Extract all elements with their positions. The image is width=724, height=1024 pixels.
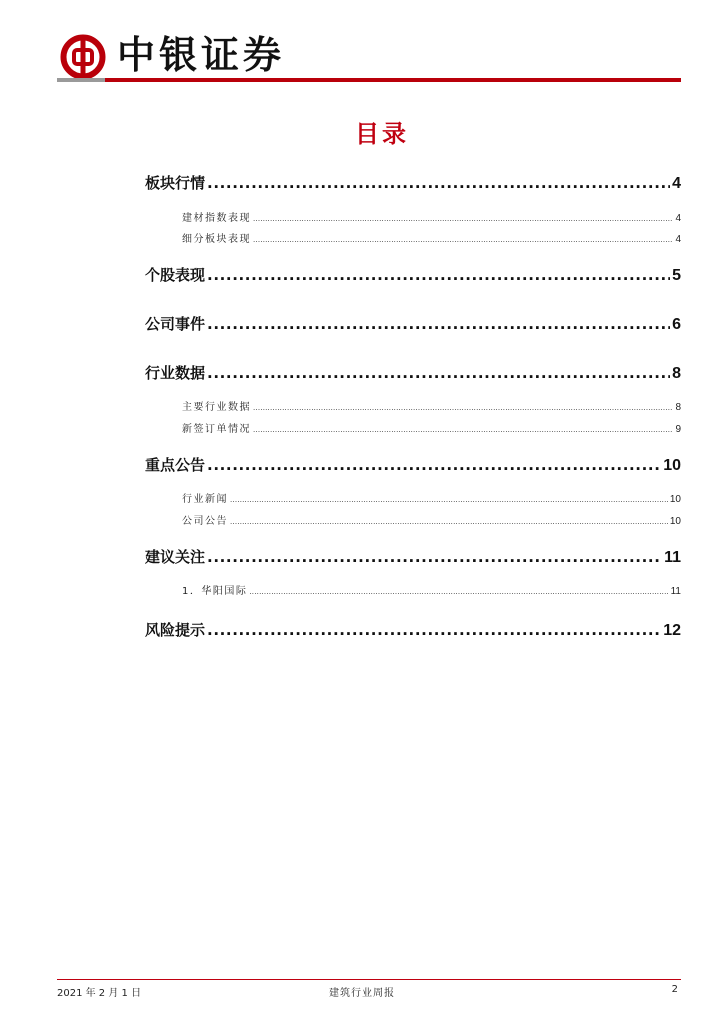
toc-entry-label: 公司事件	[145, 315, 206, 333]
toc-entry-plate-market[interactable]	[145, 172, 681, 193]
footer-report-title: 建筑行业周报	[329, 988, 395, 999]
toc-entry-company-announcements[interactable]	[182, 512, 681, 527]
toc-entry-page: 4	[672, 175, 681, 192]
toc-entry-company-events[interactable]	[145, 313, 681, 334]
toc-dot-leader	[230, 518, 668, 526]
toc-dot-leader	[253, 426, 673, 434]
toc-dot-leader	[230, 496, 668, 504]
footer-page-number: 2	[671, 984, 678, 995]
toc-entry-page: 8	[675, 402, 681, 413]
toc-entry-stock-performance[interactable]	[145, 264, 681, 285]
toc-entry-recommendations[interactable]	[145, 546, 681, 567]
toc-entry-page: 11	[670, 586, 681, 597]
toc-dot-leader	[207, 456, 661, 474]
toc-entry-page: 4	[675, 213, 681, 224]
toc-entry-label: 细分板块表现	[182, 234, 251, 245]
toc-entry-label: 个股表现	[145, 266, 206, 284]
toc-entry-new-orders[interactable]	[182, 420, 681, 435]
toc-entry-label: 行业数据	[145, 364, 206, 382]
toc-dot-leader	[207, 548, 662, 566]
footer-rule	[57, 979, 681, 980]
toc-entry-page: 5	[672, 267, 681, 284]
toc-dot-leader	[253, 404, 673, 412]
toc-entry-label: 主要行业数据	[182, 402, 251, 413]
toc-entry-key-announcements[interactable]	[145, 454, 681, 475]
toc-entry-page: 12	[663, 622, 681, 639]
toc-entry-risk-warning[interactable]	[145, 619, 681, 640]
toc-entry-label: 板块行情	[145, 174, 206, 192]
toc-dot-leader	[207, 174, 670, 192]
toc-entry-page: 8	[672, 365, 681, 382]
toc-entry-page: 9	[675, 424, 681, 435]
toc-entry-huayang-international[interactable]	[182, 582, 681, 597]
toc-entry-page: 10	[669, 516, 681, 527]
toc-entry-page: 10	[663, 457, 681, 474]
toc-entry-page: 4	[675, 234, 681, 245]
toc-dot-leader	[249, 588, 668, 596]
toc-dot-leader	[207, 315, 670, 333]
toc-entry-industry-news[interactable]	[182, 490, 681, 505]
toc-entry-label: 行业新闻	[182, 494, 228, 505]
toc-title: 目录	[355, 120, 409, 148]
toc-dot-leader	[207, 364, 670, 382]
toc-dot-leader	[207, 621, 661, 639]
toc-entry-sub-sector[interactable]	[182, 230, 681, 245]
toc-dot-leader	[207, 266, 670, 284]
toc-entry-label: 建材指数表现	[182, 213, 251, 224]
footer-date: 2021 年 2 月 1 日	[57, 988, 142, 999]
toc-entry-label: 风险提示	[145, 621, 206, 639]
brand-name: 中银证券	[117, 32, 286, 77]
toc-dot-leader	[253, 236, 673, 244]
toc-entry-label: 公司公告	[182, 516, 228, 527]
toc-entry-page: 6	[672, 316, 681, 333]
toc-entry-label: 建议关注	[145, 548, 206, 566]
toc-entry-page: 11	[664, 549, 681, 566]
toc-entry-label: 重点公告	[145, 456, 206, 474]
toc-entry-building-materials-index[interactable]	[182, 209, 681, 224]
toc-dot-leader	[253, 215, 673, 223]
toc-entry-label: 新签订单情况	[182, 424, 251, 435]
toc-entry-main-industry-data[interactable]	[182, 398, 681, 413]
toc-entry-label: 1．华阳国际	[182, 586, 248, 597]
toc-entry-industry-data[interactable]	[145, 362, 681, 383]
toc-entry-page: 10	[669, 494, 681, 505]
